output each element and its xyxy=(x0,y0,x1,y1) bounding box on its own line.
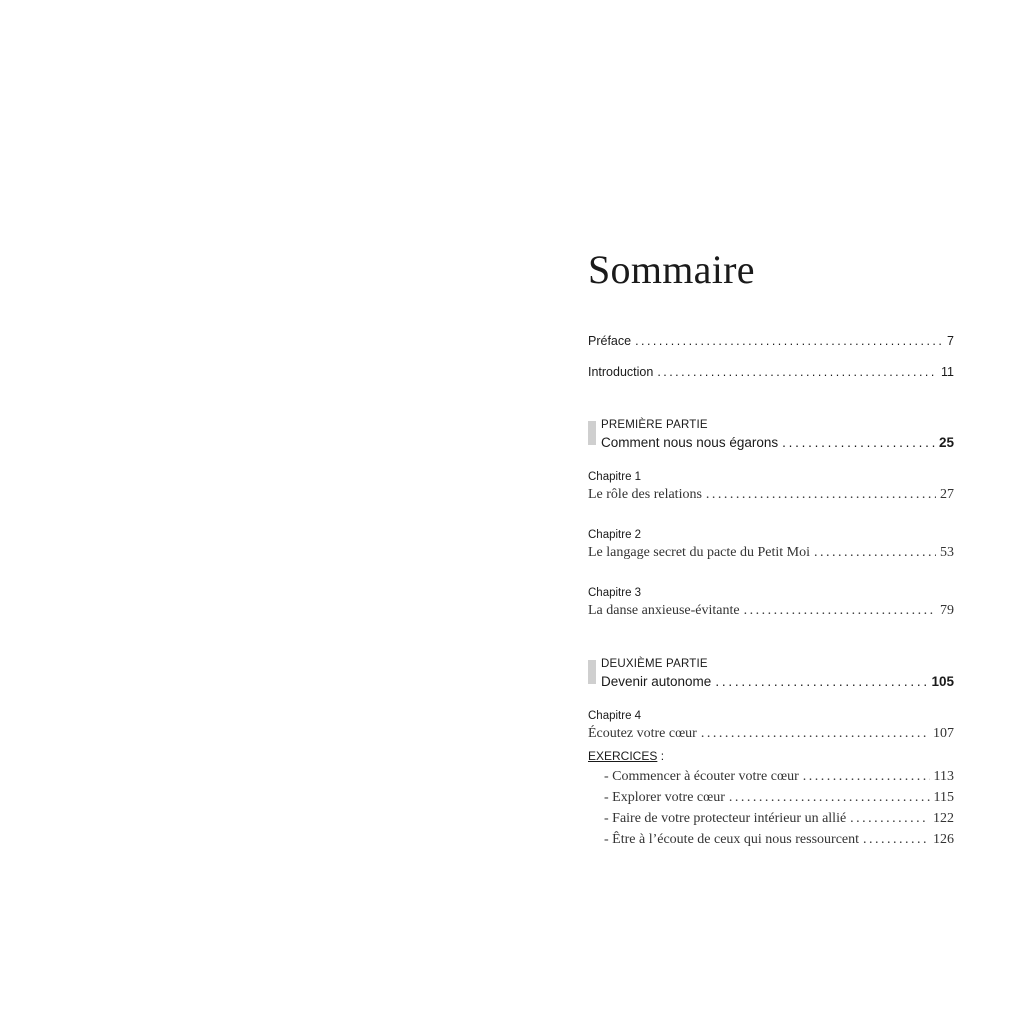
dot-leader xyxy=(729,787,930,808)
chapter-label: Chapitre 1 xyxy=(588,471,642,483)
toc-entry-label: - Faire de votre protecteur intérieur un allié xyxy=(604,811,847,826)
dot-leader xyxy=(850,808,929,829)
toc-entry-page: 25 xyxy=(938,435,954,450)
toc-entry-label: Comment nous nous égarons xyxy=(601,435,779,450)
toc-entry-page: 79 xyxy=(940,603,954,618)
toc-entry-chapter xyxy=(588,723,954,745)
toc-entry-exercise[interactable] xyxy=(588,766,954,787)
toc-entry-chapter xyxy=(588,542,954,564)
toc-chapter-1[interactable] xyxy=(588,470,954,506)
toc-chapter-4[interactable] xyxy=(588,709,954,745)
toc-entry-label: La danse anxieuse-évitante xyxy=(588,603,740,618)
toc-entry-label: Le langage secret du pacte du Petit Moi xyxy=(588,545,810,560)
toc-entry-page: 53 xyxy=(940,545,954,560)
toc-chapter-3[interactable] xyxy=(588,586,954,622)
toc-entry-label: Préface xyxy=(588,334,632,348)
toc-entry-page: 115 xyxy=(933,790,954,805)
toc-entry-label: Le rôle des relations xyxy=(588,487,702,502)
table-of-contents xyxy=(588,244,954,850)
dot-leader xyxy=(744,600,936,622)
chapter-label: Chapitre 3 xyxy=(588,587,642,599)
dot-leader xyxy=(706,484,936,506)
toc-entry-part-title xyxy=(601,671,954,693)
toc-entry-preface[interactable] xyxy=(588,330,954,352)
dot-leader xyxy=(803,766,930,787)
dot-leader xyxy=(814,542,936,564)
toc-entry-chapter xyxy=(588,600,954,622)
toc-entry-label: - Être à l’écoute de ceux qui nous ressourcent xyxy=(604,832,860,847)
exercises-heading xyxy=(588,746,954,766)
exercises-suffix: : xyxy=(657,749,665,763)
toc-entry-page: 126 xyxy=(933,832,954,847)
toc-part-2[interactable] xyxy=(588,657,954,693)
toc-entry-exercise[interactable] xyxy=(588,829,954,850)
dot-leader xyxy=(782,432,935,454)
toc-part-1[interactable] xyxy=(588,418,954,454)
dot-leader xyxy=(701,723,929,745)
exercises-label: EXERCICES xyxy=(588,749,658,763)
toc-entry-page: 107 xyxy=(933,726,954,741)
toc-entry-page: 11 xyxy=(941,365,954,379)
toc-entry-page: 113 xyxy=(933,769,954,784)
toc-entry-label: Devenir autonome xyxy=(601,674,712,689)
chapter-label: Chapitre 2 xyxy=(588,529,642,541)
toc-entry-label: Introduction xyxy=(588,365,654,379)
dot-leader xyxy=(657,361,937,383)
toc-entry-label: Écoutez votre cœur xyxy=(588,726,697,741)
chapter-label: Chapitre 4 xyxy=(588,710,642,722)
toc-chapter-2[interactable] xyxy=(588,528,954,564)
toc-entry-exercise[interactable] xyxy=(588,808,954,829)
toc-entry-introduction[interactable] xyxy=(588,361,954,383)
part-marker-bar xyxy=(588,660,596,684)
dot-leader xyxy=(863,829,929,850)
page-title: Sommaire xyxy=(588,247,755,292)
toc-entry-page: 27 xyxy=(940,487,954,502)
toc-entry-page: 7 xyxy=(947,334,954,348)
toc-entry-exercise[interactable] xyxy=(588,787,954,808)
toc-entry-page: 105 xyxy=(931,674,954,689)
toc-entry-label: - Commencer à écouter votre cœur xyxy=(604,769,799,784)
part-label: DEUXIÈME PARTIE xyxy=(601,658,708,670)
dot-leader xyxy=(715,671,927,693)
toc-entry-chapter xyxy=(588,484,954,506)
toc-entry-label: - Explorer votre cœur xyxy=(604,790,725,805)
part-marker-bar xyxy=(588,421,596,445)
toc-entry-part-title xyxy=(601,432,954,454)
part-label: PREMIÈRE PARTIE xyxy=(601,419,708,431)
toc-entry-page: 122 xyxy=(933,811,954,826)
dot-leader xyxy=(635,330,943,352)
